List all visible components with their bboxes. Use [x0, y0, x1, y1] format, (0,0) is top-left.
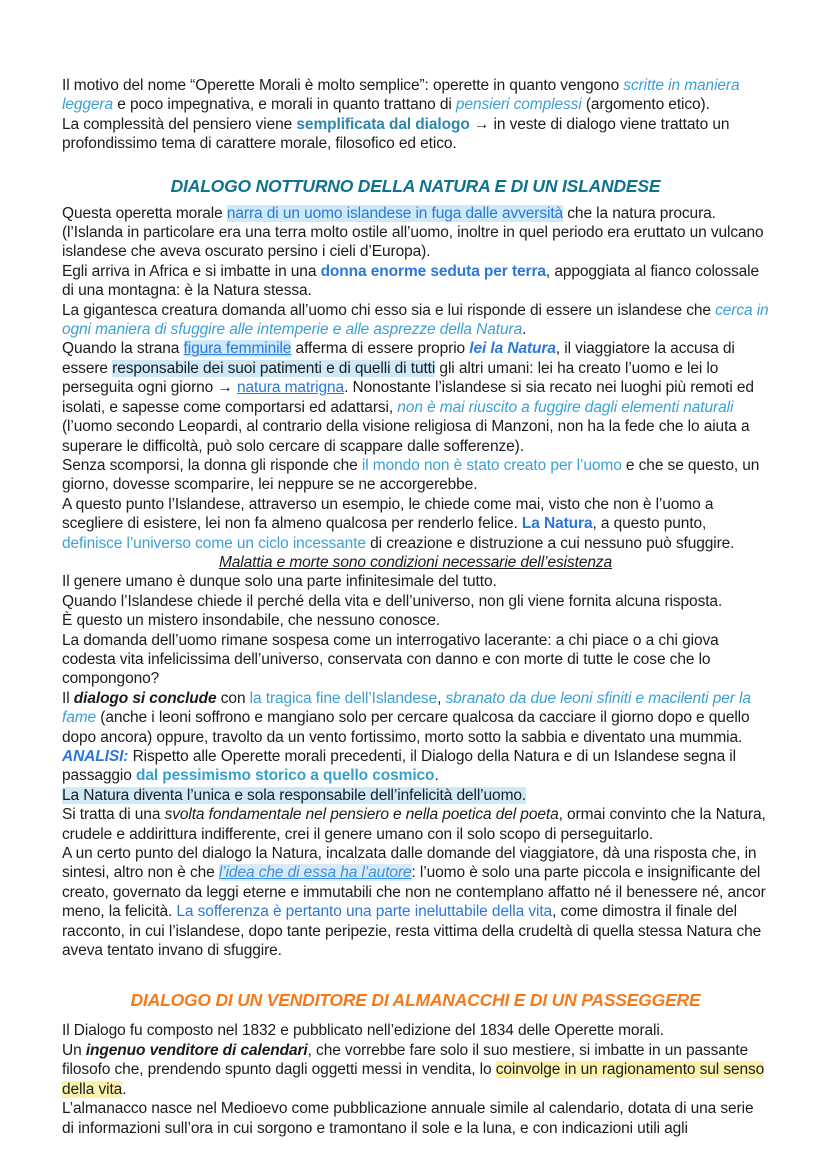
text-run: . Nonostante l’islandese si sia recato nei luoghi più remoti ed isolati, e sapesse come comportarsi ed adattarsi,	[62, 379, 754, 416]
text-run: La gigantesca creatura domanda all’uomo chi esso sia e lui risponde di essere un islandese che	[62, 301, 716, 319]
paragraph	[62, 611, 769, 630]
paragraph	[62, 689, 769, 747]
text-run: Il genere umano è dunque solo una parte infinitesimale del tutto.	[62, 573, 497, 591]
paragraph	[62, 1099, 769, 1138]
text-run: lei la Natura	[469, 340, 556, 358]
text-run: che la natura procura. (l’Islanda in particolare era una terra molto ostile all’uomo, inoltre in quel periodo era eruttato un vulcano islandese che aveva oscurato persino i cieli d’Europa).	[62, 204, 764, 261]
text-run: (anche i leoni soffrono e mangiano solo per cercare qualcosa da cacciare il giorno dopo e quello dopo ancora) oppure, travolto da un vento fortissimo, morto sotto la sabbia e diventato una mummia.	[62, 709, 750, 746]
text-run: sbranato da due leoni sfiniti e macilenti per la fame	[62, 689, 751, 727]
text-run: Egli arriva in Africa e si imbatte in una	[62, 262, 321, 280]
paragraph	[62, 844, 769, 960]
highlighted-text: narra di un uomo islandese in fuga dalle avversità	[226, 204, 564, 222]
text-run: afferma di essere proprio	[291, 340, 470, 358]
text-run: dialogo si conclude	[73, 689, 217, 707]
paragraph	[62, 204, 769, 262]
paragraph	[62, 456, 769, 495]
text-run: la tragica fine dell’Islandese	[249, 689, 438, 707]
text-run: → in veste di dialogo viene trattato un profondissimo tema di carattere morale, filosofico ed etico.	[62, 115, 730, 153]
text-run: (argomento etico).	[581, 96, 710, 114]
text-run: definisce l’universo come un ciclo incessante	[62, 534, 366, 552]
text-run: Quando la strana	[62, 340, 184, 358]
text-run: : l’uomo è solo una parte piccola e insignificante del creato, governato da leggi eterne e immutabili che non ne contemplano affatto né il benessere né, ancor meno, la felicità.	[62, 864, 766, 921]
link-text[interactable]: l’idea che di essa ha l’autore	[218, 864, 412, 882]
text-run: gli altri umani: lei ha creato l’uomo e lei lo perseguita ogni giorno →	[62, 359, 719, 397]
text-run: Il Dialogo fu composto nel 1832 e pubblicato nell’edizione del 1834 delle Operette morali.	[62, 1022, 664, 1040]
text-run: Il	[62, 689, 74, 707]
paragraph	[62, 747, 769, 786]
paragraph	[62, 1021, 769, 1040]
text-run: , come dimostra il finale del racconto, in cui l’islandese, dopo tante peripezie, resta vittima della crudeltà di quella stessa Natura che aveva tentato invano di sfuggire.	[62, 903, 762, 960]
text-run: , a questo punto,	[592, 515, 707, 533]
text-run: , che vorrebbe fare solo il suo mestiere, si imbatte in un passante filosofo che, prendendo spunto dagli oggetti messi in vendita, lo	[62, 1041, 749, 1079]
paragraph	[62, 631, 769, 689]
text-run: pensieri complessi	[455, 96, 582, 114]
text-run: La sofferenza è pertanto una parte ineluttabile della vita	[176, 903, 553, 921]
text-run: svolta fondamentale nel pensiero e nella poetica del poeta	[164, 806, 559, 824]
section-heading: DIALOGO NOTTURNO DELLA NATURA E DI UN ISLANDESE	[170, 175, 661, 196]
text-run: .	[122, 1080, 127, 1098]
text-run: La domanda dell’uomo rimane sospesa come un interrogativo lacerante: a chi piace o a chi giova codesta vita infelicissima dell’universo, conservata con danno e con morte di tutte le cose che lo compongono?	[62, 631, 719, 688]
text-run: scritte in maniera leggera	[62, 77, 740, 114]
text-run: con	[216, 689, 250, 707]
text-run: La complessità del pensiero viene	[62, 115, 297, 133]
paragraph	[62, 262, 769, 301]
text-run: donna enorme seduta per terra	[320, 262, 546, 280]
text-run: il mondo non è stato creato per l’uomo	[361, 456, 622, 474]
link-text[interactable]: natura matrigna	[237, 379, 345, 397]
section-heading: DIALOGO DI UN VENDITORE DI ALMANACCHI E DI UN PASSEGGERE	[130, 990, 701, 1011]
text-run: Quando l’Islandese chiede il perché della vita e dell’universo, non gli viene fornita alcuna risposta.	[62, 592, 723, 610]
text-run: Questa operetta morale	[62, 204, 227, 222]
paragraph	[62, 495, 769, 553]
text-run: ANALISI:	[62, 748, 129, 765]
text-run: , ormai convinto che la Natura, crudele e addirittura indifferente, crei il genere umano con il solo scopo di perseguitarlo.	[62, 806, 766, 843]
paragraph	[62, 301, 769, 340]
text-run: A questo punto l’Islandese, attraverso un esempio, le chiede come mai, visto che non è l’uomo a scegliere di esistere, lei non fa almeno qualcosa per renderlo felice.	[62, 495, 714, 533]
paragraph	[62, 339, 769, 455]
text-run: A un certo punto del dialogo la Natura, incalzata dalle domande del viaggiatore, dà una risposta che, in sintesi, altro non è che	[62, 845, 757, 882]
document-body	[62, 76, 769, 1138]
text-run: L’almanacco nasce nel Medioevo come pubblicazione annuale simile al calendario, dotata di una serie di informazioni sull’ora in cui sorgono e tramontano il sole e la luna, e con indicazioni utili agli	[62, 1100, 754, 1137]
text-run: Si tratta di una	[62, 806, 165, 824]
text-run: e che se questo, un giorno, dovesse scomparire, lei neppure se ne accorgerebbe.	[62, 456, 760, 494]
text-run: La Natura	[521, 515, 593, 533]
text-run: Il motivo del nome “Operette Morali è molto semplice”: operette in quanto vengono	[62, 77, 624, 94]
sub-heading: Malattia e morte sono condizioni necessarie dell’esistenza	[218, 553, 613, 571]
paragraph	[62, 805, 769, 844]
text-run: È questo un mistero insondabile, che nessuno conosce.	[62, 612, 441, 630]
text-run: , appoggiata al fianco colossale di una montagna: è la Natura stessa.	[62, 262, 760, 300]
paragraph	[62, 1041, 769, 1099]
text-run: ,	[437, 689, 446, 707]
highlighted-text: responsabile dei suoi patimenti e di quelli di tutti	[112, 359, 436, 377]
text-run: ingenuo venditore di calendari	[85, 1041, 308, 1059]
text-run: di creazione e distruzione a cui nessuno può sfuggire.	[365, 534, 735, 552]
text-run: Senza scomporsi, la donna gli risponde che	[62, 456, 362, 474]
text-run: e poco impegnativa, e morali in quanto trattano di	[113, 96, 456, 114]
paragraph	[62, 115, 769, 154]
text-run: .	[434, 767, 439, 785]
paragraph	[62, 76, 769, 115]
text-run: (l’uomo secondo Leopardi, al contrario della visione religiosa di Manzoni, non ha la fede che lo aiuta a superare le difficoltà, può solo cercare di scappare dalle sofferenze).	[62, 418, 750, 455]
text-run: non è mai riuscito a fuggire dagli elementi naturali	[397, 398, 734, 416]
paragraph	[62, 592, 769, 611]
text-run: Rispetto alle Operette morali precedenti, il Dialogo della Natura e di un Islandese segna il passaggio	[62, 748, 736, 785]
text-run: Un	[62, 1041, 86, 1059]
highlighted-text: coinvolge in un ragionamento sul senso della vita	[62, 1061, 765, 1098]
text-run: dal pessimismo storico a quello cosmico	[135, 767, 435, 785]
text-run: semplificata dal dialogo	[296, 115, 470, 133]
paragraph	[62, 786, 769, 805]
link-text[interactable]: figura femminile	[183, 340, 292, 358]
text-run: .	[522, 321, 527, 339]
text-run: , il viaggiatore la accusa di essere	[62, 340, 735, 377]
text-run: cerca in ogni maniera di sfuggire alle intemperie e alle asprezze della Natura	[62, 301, 769, 339]
paragraph	[62, 572, 769, 591]
highlighted-text: La Natura diventa l’unica e sola responsabile dell’infelicità dell’uomo.	[62, 786, 527, 804]
